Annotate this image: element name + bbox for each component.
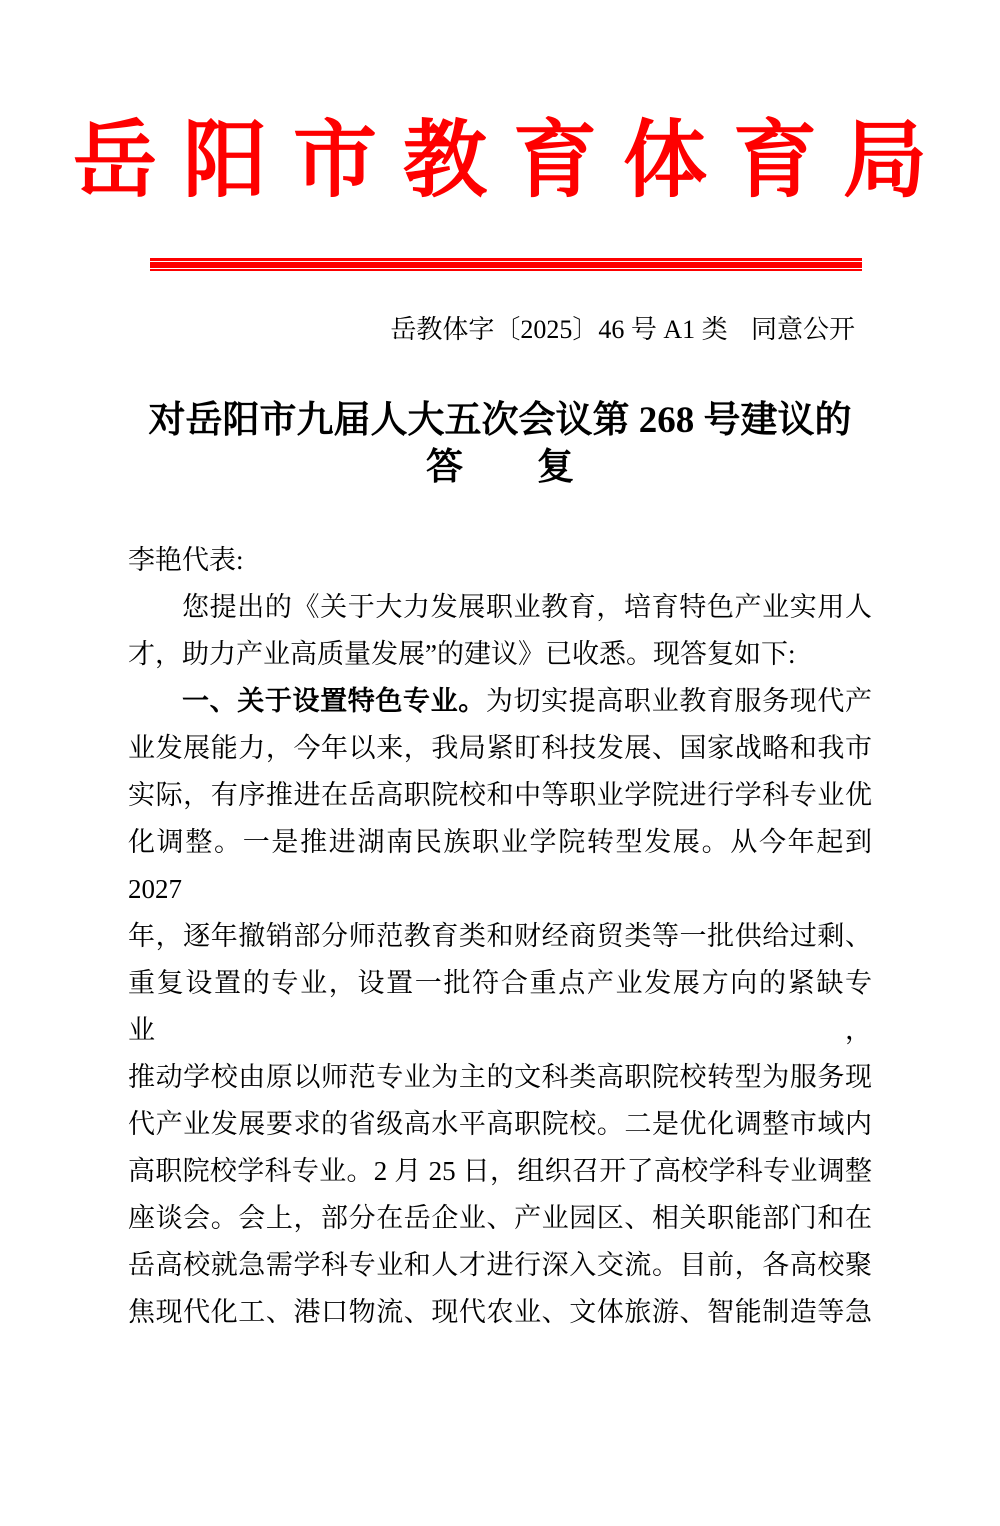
body-text: 焦现代化工、港口物流、现代农业、文体旅游、智能制造等急: [128, 1297, 872, 1327]
document-page: [0, 112, 1000, 1526]
body-line: [128, 1148, 872, 1195]
body-text: 高职院校学科专业。2 月 25 日，组织召开了高校学科专业调整: [128, 1156, 872, 1186]
doc-number: 岳教体字〔2025〕46 号 A1 类: [390, 315, 728, 344]
body-line: [128, 819, 872, 913]
body-line: [128, 631, 872, 678]
body-text: 座谈会。会上，部分在岳企业、产业园区、相关职能部门和在: [128, 1203, 872, 1233]
publicity-label: 同意公开: [750, 315, 855, 344]
divider-stripe-bottom: [150, 269, 862, 271]
body-line: [128, 1242, 872, 1289]
body-line: [128, 1289, 872, 1336]
body-line: [128, 913, 872, 960]
doc-title: [0, 397, 1000, 491]
document-body: [128, 537, 872, 1336]
body-text: 重复设置的专业，设置一批符合重点产业发展方向的紧缺专业，: [128, 968, 872, 1045]
body-text: 为切实提高职业教育服务现代产: [485, 686, 872, 716]
body-line: [128, 1054, 872, 1101]
body-text: 推动学校由原以师范专业为主的文科类高职院校转型为服务现: [128, 1062, 872, 1092]
body-text: 您提出的《关于大力发展职业教育，培育特色产业实用人: [182, 592, 872, 622]
body-line: [128, 725, 872, 772]
body-text: 岳高校就急需学科专业和人才进行深入交流。目前，各高校聚: [128, 1250, 872, 1280]
agency-name: 岳阳市教育体育局: [72, 115, 953, 208]
body-line: [128, 584, 872, 631]
body-text: 化调整。一是推进湖南民族职业学院转型发展。从今年起到 2027: [128, 827, 872, 904]
body-line: [128, 960, 872, 1054]
body-text: 实际，有序推进在岳高职院校和中等职业学院进行学科专业优: [128, 780, 872, 810]
body-text: 代产业发展要求的省级高水平高职院校。二是优化调整市域内: [128, 1109, 872, 1139]
body-line: [128, 1195, 872, 1242]
body-line: [128, 678, 872, 725]
body-text: 李艳代表:: [128, 545, 244, 575]
header-divider: [150, 258, 862, 271]
body-line: [128, 1101, 872, 1148]
doc-title-line1: 对岳阳市九届人大五次会议第 268 号建议的: [148, 400, 852, 441]
body-line: [128, 772, 872, 819]
doc-number-row: [0, 313, 1000, 347]
body-text: 才，助力产业高质量发展”的建议》已收悉。现答复如下:: [128, 639, 796, 669]
body-line: [128, 537, 872, 584]
body-text: 年，逐年撤销部分师范教育类和财经商贸类等一批供给过剩、: [128, 921, 872, 951]
doc-title-line2: 答 复: [426, 447, 574, 488]
body-text: 业发展能力，今年以来，我局紧盯科技发展、国家战略和我市: [128, 733, 872, 763]
section-heading: 一、关于设置特色专业。: [182, 686, 486, 716]
